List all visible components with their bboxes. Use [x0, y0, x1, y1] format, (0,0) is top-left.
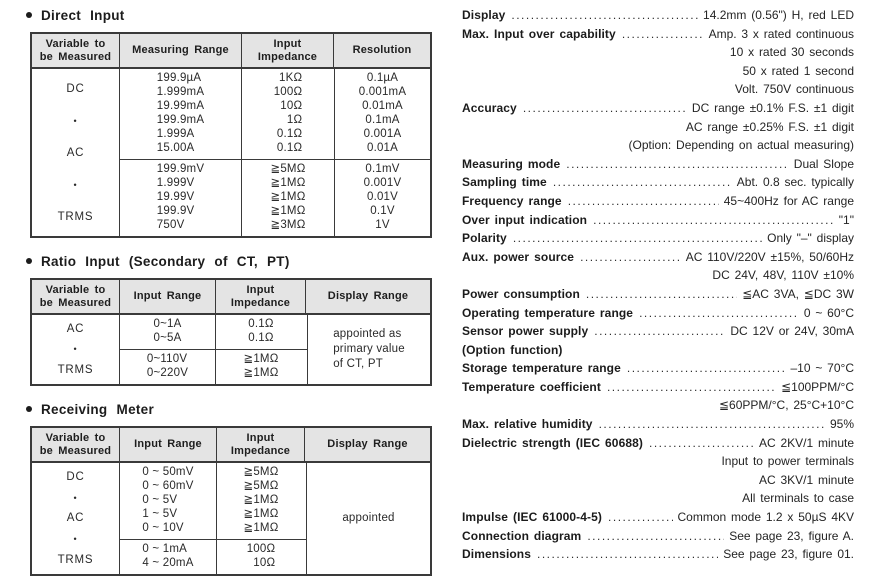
- spec-label: Aux. power source: [462, 249, 575, 264]
- spec-value: ≦100PPM/°C: [781, 379, 854, 394]
- column-header: [334, 34, 430, 67]
- spec-label: Dielectric strength (IEC 60688): [462, 435, 643, 450]
- column-header: [120, 280, 216, 313]
- variable-cell: [32, 315, 120, 384]
- range-column: [120, 350, 216, 384]
- spec-line: [462, 491, 854, 510]
- dotted-leader: [587, 529, 724, 543]
- spec-value: See page 23, figure A.: [729, 528, 854, 543]
- impedance-column: [242, 160, 334, 236]
- spec-value: 10 x rated 30 seconds: [729, 45, 854, 60]
- spec-value: Input to power terminals: [721, 454, 854, 469]
- spec-line: [462, 287, 854, 306]
- variable-line: •: [73, 492, 78, 503]
- range-value: 15.00A: [156, 142, 195, 154]
- impedance-column: [216, 350, 306, 384]
- spec-line: [462, 45, 854, 64]
- spec-value: Volt. 750V continuous: [734, 82, 854, 97]
- column-header-line: Input Range: [134, 438, 202, 450]
- row-block: [120, 539, 306, 574]
- spec-value: Only "–" display: [767, 231, 854, 246]
- column-header-line: Variable to: [45, 37, 106, 50]
- impedance-value: ≧5MΩ: [270, 163, 306, 175]
- spec-line: [462, 343, 854, 362]
- spec-line: [462, 213, 854, 232]
- impedance-value: ≧1MΩ: [270, 191, 306, 203]
- variable-line: AC: [66, 322, 85, 335]
- column-header-line: Input: [246, 431, 275, 444]
- section-title-row: [26, 252, 432, 270]
- range-value: 0~5A: [153, 332, 182, 344]
- spec-line: [462, 306, 854, 325]
- table-header-row: [32, 280, 430, 315]
- spec-value: AC 2KV/1 minute: [758, 435, 854, 450]
- spec-line: [462, 231, 854, 250]
- impedance-value: 1Ω: [286, 114, 303, 126]
- variable-line: TRMS: [57, 210, 94, 223]
- dotted-leader: [594, 324, 725, 338]
- range-value: 0~110V: [146, 353, 188, 365]
- variable-line: TRMS: [57, 554, 94, 567]
- display-range-cell: [306, 463, 430, 574]
- spec-label: Dimensions: [462, 547, 532, 562]
- column-header-line: Variable to: [45, 431, 106, 444]
- column-header-line: be Measured: [39, 50, 112, 63]
- spec-value: 50 x rated 1 second: [742, 63, 854, 78]
- table-header-row: [32, 428, 430, 463]
- dotted-leader: [599, 417, 825, 431]
- spec-line: [462, 268, 854, 287]
- dotted-leader: [580, 250, 681, 264]
- spec-value: ≦AC 3VA, ≦DC 3W: [742, 286, 854, 301]
- spec-line: [462, 8, 854, 27]
- resolution-value: 0.01mA: [362, 100, 403, 112]
- spec-line: [462, 547, 854, 566]
- tables-column: [18, 6, 432, 576]
- column-header: [32, 34, 120, 67]
- spec-value: Common mode 1.2 x 50µS 4KV: [677, 510, 854, 525]
- spec-label: Max. relative humidity: [462, 417, 593, 432]
- resolution-value: 0.001V: [363, 177, 402, 189]
- spec-line: [462, 138, 854, 157]
- spec-list: [462, 8, 854, 566]
- section-title-row: [26, 400, 432, 418]
- spec-table: [30, 278, 432, 386]
- range-values: [142, 542, 193, 570]
- range-column: [120, 160, 242, 236]
- spec-line: [462, 64, 854, 83]
- spec-label: Connection diagram: [462, 528, 582, 543]
- spec-line: [462, 27, 854, 46]
- display-range-line: of CT, PT: [333, 358, 383, 370]
- range-column: [120, 315, 216, 349]
- spec-value: "1": [838, 212, 854, 227]
- spec-label: (Option function): [462, 342, 563, 357]
- range-value: 750V: [156, 219, 185, 231]
- column-header: [32, 428, 120, 461]
- table-rows: [120, 69, 430, 236]
- impedance-column: [217, 540, 305, 574]
- column-header-line: Input: [273, 37, 302, 50]
- impedance-values: [270, 162, 305, 232]
- spec-value: See page 23, figure 01.: [723, 547, 854, 562]
- row-block: [120, 159, 430, 236]
- spec-label: Operating temperature range: [462, 305, 634, 320]
- section-title: Receiving Meter: [41, 401, 155, 417]
- range-value: 0 ~ 50mV: [142, 466, 194, 478]
- dotted-leader: [627, 361, 786, 375]
- impedance-value: 0.1Ω: [248, 332, 274, 344]
- display-range-line: appointed as: [333, 328, 402, 340]
- impedance-value: ≧1MΩ: [270, 205, 306, 217]
- column-header: [32, 280, 120, 313]
- column-header-line: be Measured: [39, 444, 112, 457]
- dotted-leader: [607, 380, 776, 394]
- bullet-icon: [26, 258, 32, 264]
- spec-section: [18, 252, 432, 386]
- table-body: [32, 69, 430, 236]
- variable-line: •: [73, 344, 78, 355]
- range-values: [157, 71, 204, 155]
- spec-line: [462, 120, 854, 139]
- variable-line: DC: [66, 82, 85, 95]
- spec-line: [462, 454, 854, 473]
- impedance-values: [248, 317, 273, 345]
- display-range-line: primary value: [333, 343, 405, 355]
- spec-value: Dual Slope: [793, 156, 854, 171]
- range-values: [142, 465, 193, 535]
- spec-value: 14.2mm (0.56") H, red LED: [703, 8, 854, 22]
- impedance-value: 100Ω: [246, 543, 276, 555]
- impedance-column: [242, 69, 334, 159]
- resolution-value: 0.1µA: [366, 72, 399, 84]
- impedance-value: ≧1MΩ: [270, 177, 306, 189]
- spec-line: [462, 157, 854, 176]
- column-header: [120, 428, 217, 461]
- impedance-value: ≧1MΩ: [243, 508, 279, 520]
- dotted-leader: [523, 101, 687, 115]
- impedance-value: 0.1Ω: [276, 142, 303, 154]
- range-values: [147, 352, 188, 380]
- impedance-values: [274, 71, 303, 155]
- spec-value: DC 24V, 48V, 110V ±10%: [712, 268, 854, 283]
- spec-line: [462, 436, 854, 455]
- spec-value: Amp. 3 x rated continuous: [708, 26, 854, 41]
- dotted-leader: [622, 27, 704, 41]
- display-range-line: appointed: [342, 512, 395, 524]
- column-header: [120, 34, 242, 67]
- bullet-icon: [26, 12, 32, 18]
- spec-value: ≦60PPM/°C, 25°C+10°C: [718, 398, 854, 413]
- column-header: [217, 428, 305, 461]
- column-header: [242, 34, 334, 67]
- variable-line: AC: [66, 146, 85, 159]
- spec-value: DC 12V or 24V, 30mA: [730, 324, 854, 339]
- table-body: [32, 315, 430, 384]
- spec-label: Max. Input over capability: [462, 26, 616, 41]
- spec-line: [462, 529, 854, 548]
- row-block: [120, 315, 307, 349]
- spec-table: [30, 426, 432, 576]
- variable-line: TRMS: [57, 364, 94, 377]
- spec-line: [462, 361, 854, 380]
- resolution-value: 0.1mV: [365, 163, 400, 175]
- dotted-leader: [649, 436, 754, 450]
- spec-value: –10 ~ 70°C: [790, 361, 854, 376]
- spec-line: [462, 175, 854, 194]
- spec-value: 95%: [829, 417, 854, 432]
- impedance-value: 0.1Ω: [248, 318, 274, 330]
- range-value: 1.999V: [156, 177, 195, 189]
- variable-line: AC: [66, 512, 85, 525]
- spec-label: Storage temperature range: [462, 361, 621, 376]
- table-header-row: [32, 34, 430, 69]
- bullet-icon: [26, 406, 32, 412]
- resolution-value: 0.01V: [366, 191, 399, 203]
- resolution-value: 0.01A: [366, 142, 399, 154]
- range-column: [120, 69, 242, 159]
- range-value: 19.99mA: [156, 100, 205, 112]
- spec-label: Impulse (IEC 61000-4-5): [462, 510, 603, 525]
- section-title-row: [26, 6, 432, 24]
- range-column: [120, 463, 217, 539]
- dotted-leader: [553, 175, 732, 189]
- spec-line: [462, 380, 854, 399]
- spec-table: [30, 32, 432, 238]
- dotted-leader: [608, 510, 672, 524]
- spec-value: DC range ±0.1% F.S. ±1 digit: [691, 100, 854, 115]
- column-header-line: Display Range: [327, 290, 409, 302]
- range-value: 0 ~ 60mV: [142, 480, 194, 492]
- range-value: 0~220V: [146, 367, 189, 379]
- table-rows: [120, 463, 306, 574]
- column-header-line: Measuring Range: [132, 44, 229, 56]
- dotted-leader: [566, 157, 789, 171]
- display-range-cell: [307, 315, 430, 384]
- variable-line: •: [73, 179, 78, 190]
- row-block: [120, 69, 430, 159]
- variable-line: •: [73, 115, 78, 126]
- spec-label: Sensor power supply: [462, 324, 589, 339]
- impedance-values: [247, 542, 276, 570]
- impedance-value: 10Ω: [253, 557, 276, 569]
- column-header-line: Impedance: [257, 50, 318, 63]
- spec-label: Display: [462, 8, 506, 22]
- spec-value: All terminals to case: [742, 491, 854, 506]
- range-value: 0 ~ 10V: [142, 522, 184, 534]
- range-value: 199.9mV: [156, 163, 205, 175]
- range-value: 199.9V: [156, 205, 195, 217]
- spec-value: AC range ±0.25% F.S. ±1 digit: [685, 119, 854, 134]
- spec-value: AC 3KV/1 minute: [758, 472, 854, 487]
- impedance-value: ≧1MΩ: [243, 494, 279, 506]
- range-value: 1.999mA: [156, 86, 205, 98]
- impedance-value: ≧3MΩ: [270, 219, 306, 231]
- spec-label: Over input indication: [462, 212, 588, 227]
- column-header-line: be Measured: [39, 296, 112, 309]
- spec-line: [462, 101, 854, 120]
- row-block: [120, 463, 306, 539]
- spec-label: Measuring mode: [462, 156, 561, 171]
- column-header-line: Input Range: [133, 290, 202, 302]
- spec-line: [462, 250, 854, 269]
- dotted-leader: [593, 213, 834, 227]
- variable-line: DC: [66, 470, 85, 483]
- range-values: [157, 162, 204, 232]
- range-value: 199.9µA: [156, 72, 202, 84]
- spec-line: [462, 417, 854, 436]
- range-column: [120, 540, 217, 574]
- section-title: Ratio Input (Secondary of CT, PT): [41, 253, 290, 269]
- spec-section: [18, 400, 432, 576]
- display-range-text: [333, 327, 405, 372]
- spec-line: [462, 510, 854, 529]
- section-title: Direct Input: [41, 7, 125, 23]
- spec-value: Abt. 0.8 sec. typically: [736, 175, 854, 190]
- column-header-line: Display Range: [327, 438, 408, 450]
- resolution-column: [334, 69, 430, 159]
- column-header: [305, 428, 430, 461]
- resolution-value: 0.1V: [370, 205, 395, 217]
- spec-value: (Option: Depending on actual measuring): [628, 138, 854, 153]
- range-value: 0 ~ 5V: [142, 494, 178, 506]
- dotted-leader: [568, 194, 719, 208]
- column-header-line: Input: [246, 283, 275, 296]
- spec-line: [462, 473, 854, 492]
- dotted-leader: [511, 8, 698, 22]
- impedance-value: 0.1Ω: [276, 128, 303, 140]
- spec-label: Temperature coefficient: [462, 379, 601, 394]
- range-value: 0~1A: [153, 318, 182, 330]
- impedance-value: 10Ω: [280, 100, 303, 112]
- column-header: [306, 280, 430, 313]
- range-value: 0 ~ 1mA: [142, 543, 187, 555]
- spec-line: [462, 324, 854, 343]
- spec-value: AC 110V/220V ±15%, 50/60Hz: [685, 249, 854, 264]
- impedance-values: [243, 352, 278, 380]
- variable-line: •: [73, 534, 78, 545]
- range-values: [154, 317, 182, 345]
- impedance-value: ≧1MΩ: [243, 353, 279, 365]
- range-value: 1 ~ 5V: [142, 508, 178, 520]
- range-value: 19.99V: [156, 191, 195, 203]
- impedance-value: ≧1MΩ: [243, 367, 279, 379]
- resolution-value: 0.001A: [363, 128, 402, 140]
- variable-cell: [32, 463, 120, 574]
- column-header: [216, 280, 306, 313]
- impedance-value: ≧5MΩ: [243, 480, 279, 492]
- spec-label: Accuracy: [462, 100, 517, 115]
- spec-section: [18, 6, 432, 238]
- impedance-column: [216, 315, 306, 349]
- range-value: 4 ~ 20mA: [142, 557, 194, 569]
- spec-value: 0 ~ 60°C: [803, 305, 854, 320]
- impedance-column: [217, 463, 305, 539]
- impedance-value: 100Ω: [273, 86, 303, 98]
- dotted-leader: [639, 306, 799, 320]
- resolution-value: 0.001mA: [358, 86, 407, 98]
- column-header-line: Resolution: [352, 44, 412, 56]
- variable-cell: [32, 69, 120, 236]
- impedance-value: ≧5MΩ: [243, 466, 279, 478]
- spec-value: 45~400Hz for AC range: [723, 193, 854, 208]
- resolution-value: 1V: [375, 219, 390, 231]
- display-range-text: [342, 511, 394, 526]
- row-block: [120, 349, 307, 384]
- table-rows: [120, 315, 307, 384]
- spec-label: Frequency range: [462, 193, 562, 208]
- spec-line: [462, 398, 854, 417]
- impedance-values: [243, 465, 278, 535]
- spec-line: [462, 194, 854, 213]
- table-body: [32, 463, 430, 574]
- dotted-leader: [513, 231, 762, 245]
- dotted-leader: [586, 287, 737, 301]
- spec-label: Polarity: [462, 231, 507, 246]
- column-header-line: Impedance: [230, 444, 291, 457]
- dotted-leader: [537, 547, 718, 561]
- impedance-value: 1KΩ: [279, 72, 303, 84]
- resolution-column: [334, 160, 430, 236]
- spec-label: Power consumption: [462, 286, 580, 301]
- spec-label: Sampling time: [462, 175, 547, 190]
- column-header-line: Variable to: [45, 283, 106, 296]
- impedance-value: ≧1MΩ: [243, 522, 279, 534]
- column-header-line: Impedance: [230, 296, 291, 309]
- range-value: 199.9mA: [156, 114, 205, 126]
- range-value: 1.999A: [156, 128, 195, 140]
- spec-line: [462, 82, 854, 101]
- resolution-value: 0.1mA: [365, 114, 400, 126]
